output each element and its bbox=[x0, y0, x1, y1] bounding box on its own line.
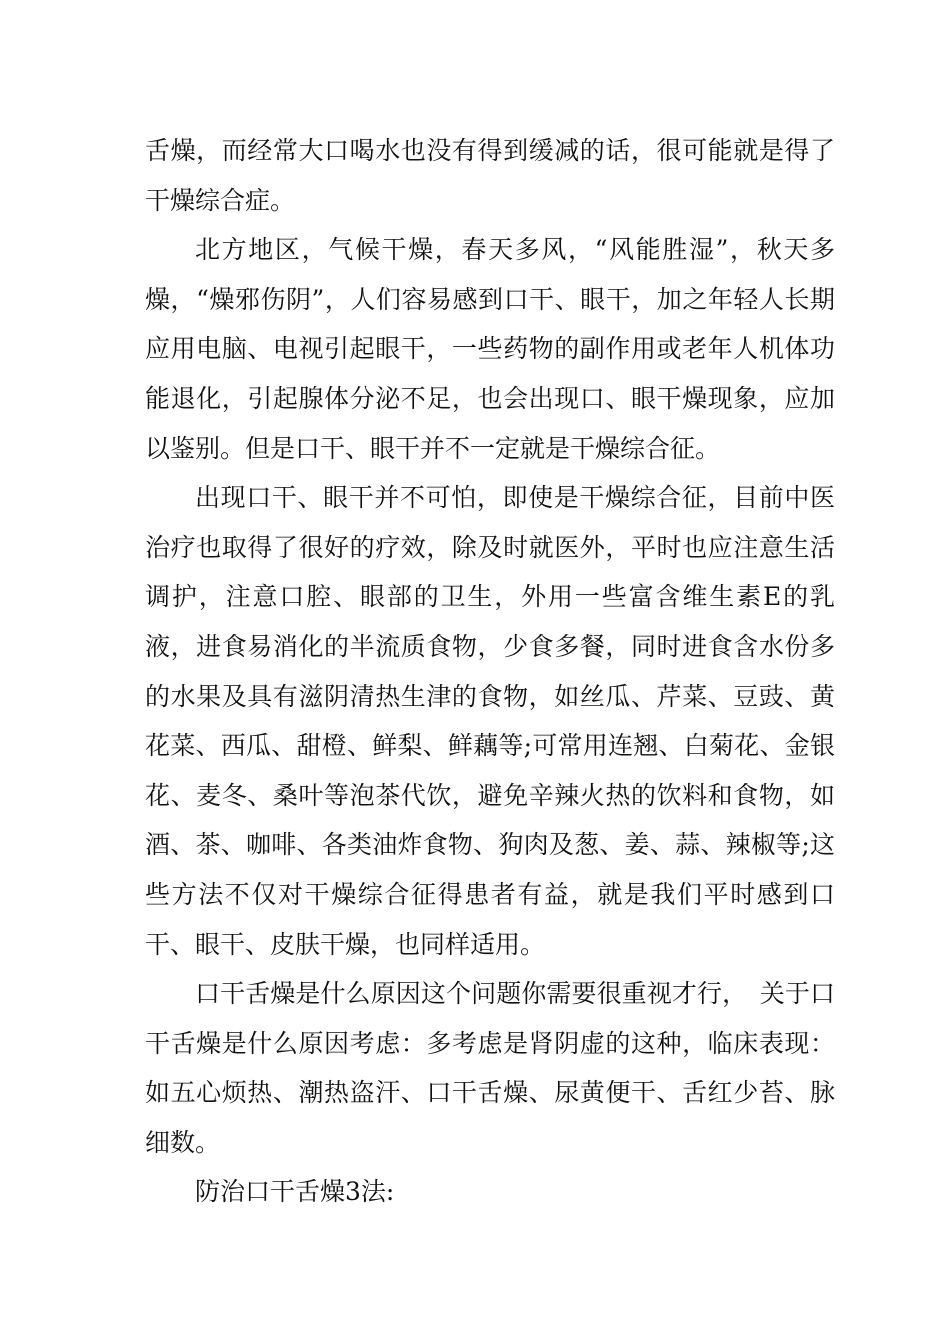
paragraph-5: 防治口干舌燥3法: bbox=[195, 1177, 395, 1207]
paragraph-3: 出现口干、眼干并不可怕，即使是干燥综合征，目前中医治疗也取得了很好的疗效，除及时就医外，平时也应注意生活调护，注意口腔、眼部的卫生，外用一些富含维生素E的乳液，进食易消化的半流质食物，少食多餐，同时进食含水份多的水果及具有滋阴清热生津的食物，如丝瓜、芹菜、豆豉、黄花菜、西瓜、甜橙、鲜梨、鲜藕等;可常用连翘、白菊花、金银花、麦冬、桑叶等泡茶代饮，避免辛辣火热的饮料和食物，如酒、茶、咖啡、各类油炸食物、狗肉及葱、姜、蒜、辣椒等;这些方法不仅对干燥综合征得患者有益，就是我们平时感到口干、眼干、皮肤干燥，也同样适用。 bbox=[145, 483, 835, 959]
document-body bbox=[145, 126, 835, 1217]
paragraph-4: 口干舌燥是什么原因这个问题你需要很重视才行， 关于口干舌燥是什么原因考虑：多考虑是肾阴虚的这种，临床表现：如五心烦热、潮热盗汗、口干舌燥、尿黄便干、舌红少苔、脉细数。 bbox=[145, 979, 835, 1157]
paragraph-1: 舌燥，而经常大口喝水也没有得到缓减的话，很可能就是得了干燥综合症。 bbox=[145, 136, 835, 215]
paragraph-2: 北方地区，气候干燥，春天多风，“风能胜湿”，秋天多燥，“燥邪伤阴”，人们容易感到口干、眼干，加之年轻人长期应用电脑、电视引起眼干，一些药物的副作用或老年人机体功能退化，引起腺体分泌不足，也会出现口、眼干燥现象，应加以鉴别。但是口干、眼干并不一定就是干燥综合征。 bbox=[145, 235, 835, 463]
